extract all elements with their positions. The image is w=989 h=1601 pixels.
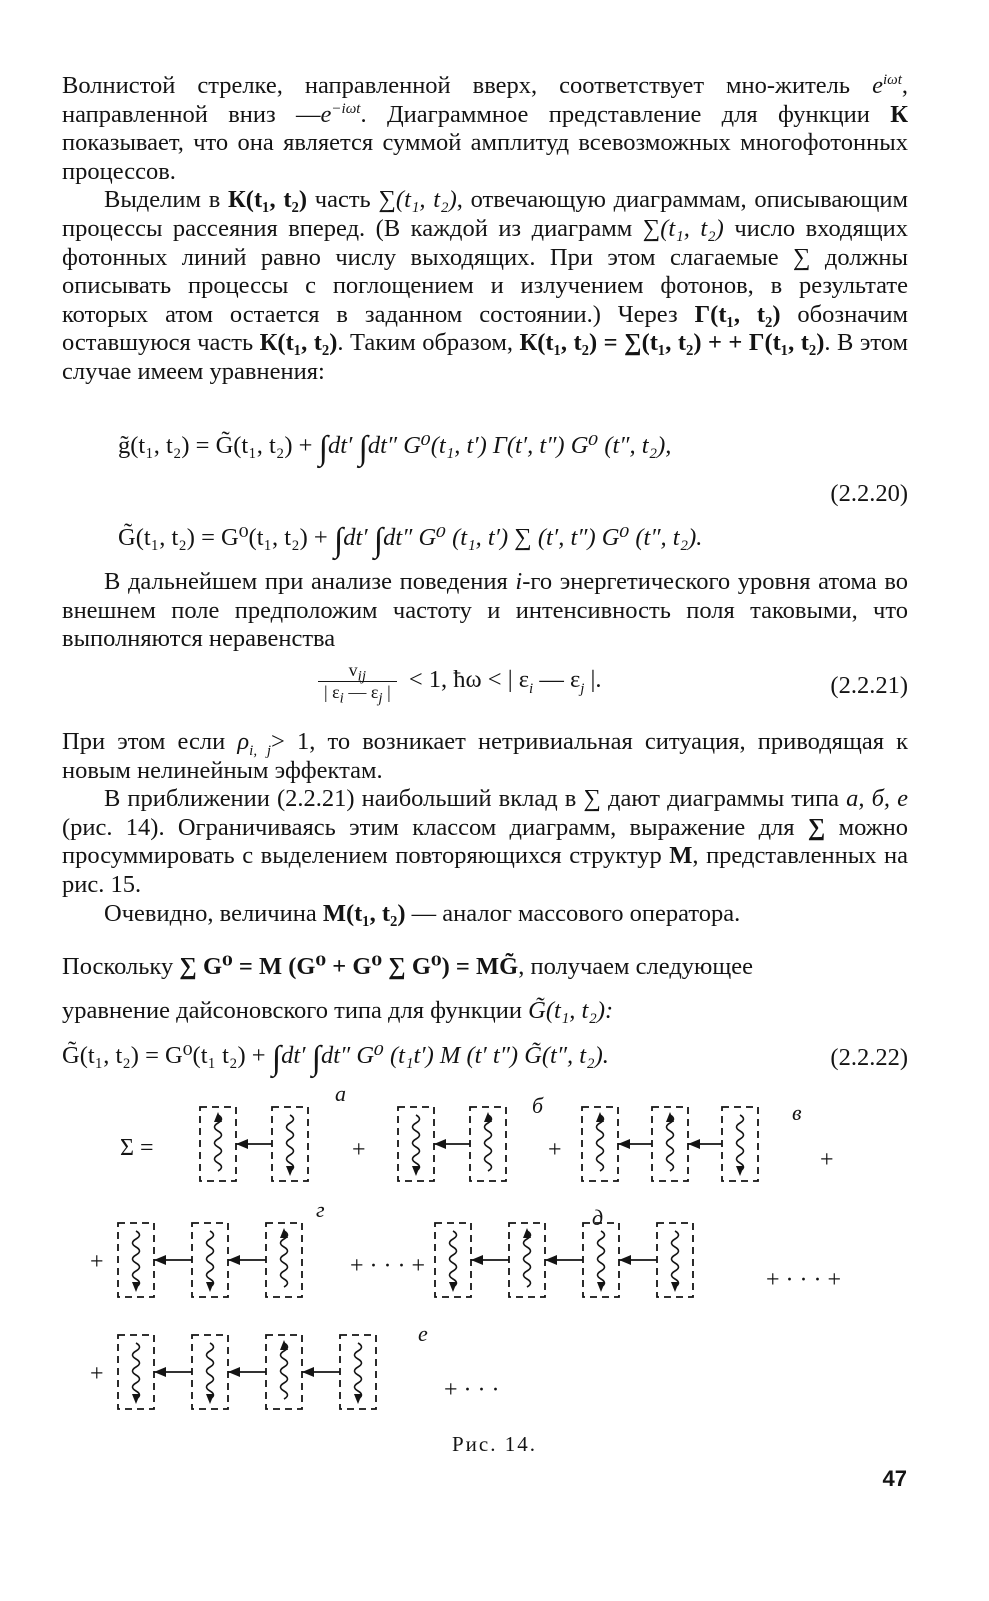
arrow-down-icon	[206, 1282, 214, 1292]
arrow-left-icon	[154, 1367, 166, 1377]
diagram-label-g: г	[316, 1197, 325, 1222]
photon-wavy-line	[597, 1115, 604, 1171]
arrow-down-icon	[412, 1166, 420, 1176]
text-block-dyson	[62, 945, 908, 1033]
photon-wavy-line	[133, 1343, 140, 1399]
integral-sign: ∫	[318, 430, 328, 467]
arrow-left-icon	[302, 1367, 314, 1377]
arrow-left-icon	[228, 1255, 240, 1265]
equation-number-2-2-21: (2.2.21)	[830, 672, 908, 699]
plus-dots: + · · · +	[766, 1267, 842, 1293]
plus-sign: +	[548, 1137, 562, 1163]
equation-dyson: G̃(t₁, t₂) = G⁰(t₁ t₂) + ∫dt′ ∫dt″ G⁰ (t₁t′) М (t′ t″) G̃(t″, t₂).	[62, 1040, 609, 1077]
photon-wavy-line	[207, 1343, 214, 1399]
arrow-left-icon	[236, 1139, 248, 1149]
plus-sign: +	[352, 1137, 366, 1163]
plus-dots: + · · ·	[444, 1377, 500, 1403]
photon-wavy-line	[207, 1231, 214, 1287]
photon-wavy-line	[485, 1115, 492, 1171]
arrow-down-icon	[132, 1282, 140, 1292]
photon-wavy-line	[672, 1231, 679, 1287]
photon-wavy-line	[667, 1115, 674, 1171]
text-block-lower	[62, 728, 908, 928]
arrow-down-icon	[671, 1282, 679, 1292]
plus-sign: +	[90, 1249, 104, 1275]
arrow-left-icon	[228, 1367, 240, 1377]
arrow-down-icon	[354, 1394, 362, 1404]
equation-g-tilde: g̃(t₁, t₂) = G̃(t₁, t₂) + ∫dt′ ∫dt″ G⁰(t₁, t′) Г(t′, t″) G⁰ (t″, t₂),	[118, 430, 672, 467]
integral-sign: ∫	[373, 522, 384, 559]
plus-sign: +	[90, 1361, 104, 1387]
photon-wavy-line	[737, 1115, 744, 1171]
diagram-label-v: в	[792, 1100, 802, 1125]
diagram-label-d: д	[592, 1205, 604, 1230]
paragraph-2: Выделим в К(t₁, t₂) часть ∑(t₁, t₂), отвечающую диаграммам, описывающим процессы рассеяния вперед. (В каждой из диаграмм ∑(t₁, t₂) число входящих фотонных линий равно числу выходящих. При этом слагаемые ∑ должны описывать процессы с поглощением и излучением фотонов, в результате которых атом остается в заданном состоянии.) Через Г(t₁, t₂) обозначим оставшуюся часть К(t₁, t₂). Таким образом, К(t₁, t₂) = ∑(t₁, t₂) + + Г(t₁, t₂). В этом случае имеем уравнения:	[62, 186, 909, 385]
photon-wavy-line	[215, 1115, 222, 1171]
fraction: $\frac{v_{ij}}{| \varepsilon_i — \varepsilon_j |}$	[318, 660, 397, 703]
diagram-label-b: б	[532, 1093, 544, 1118]
diagram-label-e: е	[418, 1321, 428, 1346]
photon-wavy-line	[524, 1231, 531, 1287]
arrow-left-icon	[154, 1255, 166, 1265]
arrow-left-icon	[545, 1255, 557, 1265]
arrow-left-icon	[471, 1255, 483, 1265]
paragraph-7: Поскольку ∑ G⁰ = М (G⁰ + G⁰ ∑ G⁰) = МG̃, получаем следующее	[62, 953, 753, 980]
photon-wavy-line	[413, 1115, 420, 1171]
photon-wavy-line	[450, 1231, 457, 1287]
page-number: 47	[882, 1466, 907, 1491]
paragraph-3: В дальнейшем при анализе поведения i-го энергетического уровня атома во внешнем поле предположим частоту и интенсивность поля таковыми, что выполняются неравенства	[62, 568, 909, 653]
paragraph-6: Очевидно, величина М(t₁, t₂) — аналог массового оператора.	[104, 899, 741, 927]
paragraph-8: уравнение дайсоновского типа для функции G̃(t₁, t₂):	[62, 997, 614, 1024]
equation-number-2-2-22: (2.2.22)	[830, 1044, 908, 1071]
figure-caption: Рис. 14.	[452, 1432, 537, 1456]
arrow-down-icon	[206, 1394, 214, 1404]
feynman-diagram-figure	[80, 1085, 880, 1430]
integral-sign: ∫	[333, 522, 344, 559]
equation-number-2-2-20: (2.2.20)	[830, 480, 908, 507]
arrow-left-icon	[618, 1139, 630, 1149]
plus-dots: + · · · +	[350, 1253, 426, 1279]
photon-wavy-line	[281, 1343, 288, 1399]
arrow-down-icon	[736, 1166, 744, 1176]
diagram-label-a: а	[335, 1085, 346, 1106]
text-block-top	[62, 72, 908, 387]
photon-wavy-line	[133, 1231, 140, 1287]
text-block-middle	[62, 568, 908, 654]
photon-wavy-line	[355, 1343, 362, 1399]
plus-sign: +	[820, 1147, 834, 1173]
sigma-equals-label: Σ =	[120, 1135, 154, 1161]
arrow-left-icon	[619, 1255, 631, 1265]
paragraph-5: В приближении (2.2.21) наибольший вклад в ∑ дают диаграммы типа а, б, е (рис. 14). Ограничиваясь этим классом диаграмм, выражение для ∑ можно просуммировать с выделением повторяющихся структур М, представленных на рис. 15.	[62, 785, 908, 898]
arrow-down-icon	[449, 1282, 457, 1292]
photon-wavy-line	[287, 1115, 294, 1171]
integral-sign: ∫	[311, 1040, 321, 1077]
arrow-down-icon	[286, 1166, 294, 1176]
arrow-left-icon	[434, 1139, 446, 1149]
arrow-left-icon	[688, 1139, 700, 1149]
arrow-down-icon	[597, 1282, 605, 1292]
equation-G-tilde: G̃(t₁, t₂) = G⁰(t₁, t₂) + ∫dt′ ∫dt″ G⁰ (t₁, t′) ∑ (t′, t″) G⁰ (t″, t₂).	[118, 522, 703, 559]
arrow-down-icon	[132, 1394, 140, 1404]
inequality-2-2-21: $\frac{v_{ij}}{| \varepsilon_i — \varepsilon_j |}$ < 1, ħω < | $\varepsilon_i$ — $\varepsilon_j$ |.	[312, 660, 602, 703]
paragraph-4: При этом если $\rho_{i, j}> 1$, то возникает нетривиальная ситуация, приводящая к новым нелинейным эффектам.	[62, 728, 909, 784]
integral-sign: ∫	[358, 430, 368, 467]
paragraph-1: Волнистой стрелке, направленной вверх, соответствует мно-житель $e^{i\omega t}$, направленной вниз $—e^{-i\omega t}$. Диаграммное представление для функции К показывает, что она является суммой амплитуд всевозможных многофотонных процессов.	[62, 71, 909, 185]
photon-wavy-line	[598, 1231, 605, 1287]
integral-sign: ∫	[271, 1040, 282, 1077]
photon-wavy-line	[281, 1231, 288, 1287]
